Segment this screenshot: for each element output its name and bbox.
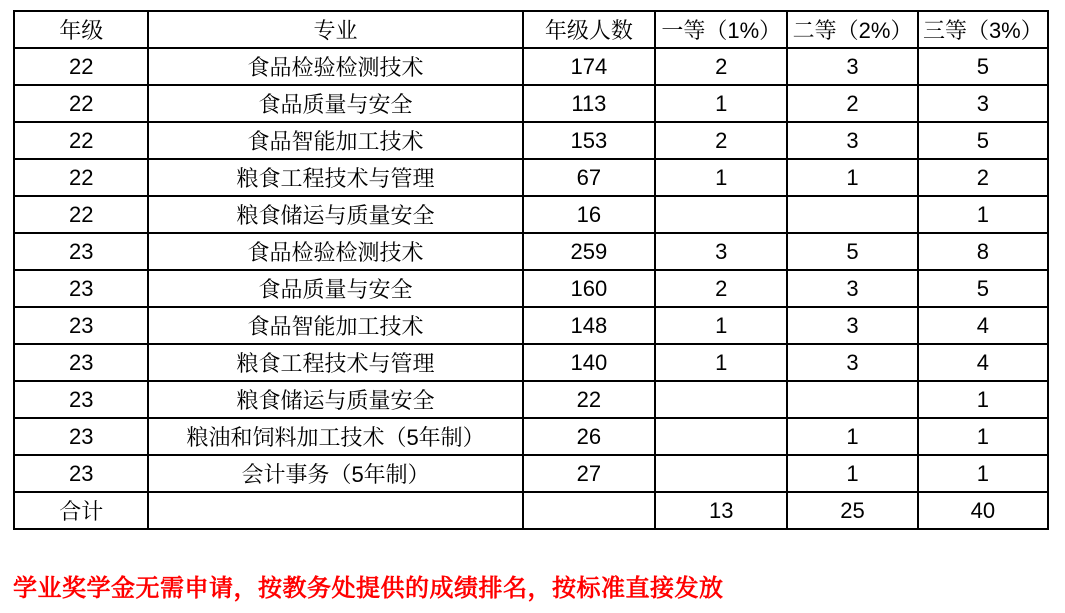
cell-grade: 22	[14, 85, 148, 122]
page	[0, 10, 1065, 613]
cell-grade: 22	[14, 48, 148, 85]
cell-second: 2	[787, 85, 917, 122]
table-row	[14, 122, 1048, 159]
col-header-grade: 年级	[14, 11, 148, 48]
cell-third: 8	[918, 233, 1048, 270]
cell-size: 153	[523, 122, 655, 159]
cell-first: 1	[655, 344, 787, 381]
cell-grade: 22	[14, 122, 148, 159]
total-major-cell	[148, 492, 522, 529]
col-header-first-tier: 一等（1%）	[655, 11, 787, 48]
cell-size: 259	[523, 233, 655, 270]
cell-third: 1	[918, 418, 1048, 455]
header-row	[14, 11, 1048, 48]
total-label: 合计	[14, 492, 148, 529]
cell-size: 174	[523, 48, 655, 85]
cell-grade: 23	[14, 344, 148, 381]
cell-grade: 22	[14, 196, 148, 233]
cell-major: 食品质量与安全	[148, 270, 522, 307]
table-row	[14, 85, 1048, 122]
cell-third: 3	[918, 85, 1048, 122]
col-header-class-size: 年级人数	[523, 11, 655, 48]
table-row	[14, 455, 1048, 492]
table-body	[14, 48, 1048, 492]
cell-third: 5	[918, 270, 1048, 307]
cell-third: 4	[918, 307, 1048, 344]
cell-size: 113	[523, 85, 655, 122]
cell-first	[655, 196, 787, 233]
cell-third: 1	[918, 381, 1048, 418]
cell-major: 粮食储运与质量安全	[148, 196, 522, 233]
cell-third: 1	[918, 455, 1048, 492]
cell-grade: 23	[14, 233, 148, 270]
cell-size: 140	[523, 344, 655, 381]
footnote: 学业奖学金无需申请，按教务处提供的成绩排名，按标准直接发放	[13, 575, 724, 602]
cell-first: 2	[655, 122, 787, 159]
cell-first: 1	[655, 159, 787, 196]
table-row	[14, 196, 1048, 233]
cell-third: 5	[918, 122, 1048, 159]
cell-major: 食品检验检测技术	[148, 48, 522, 85]
total-size-cell	[523, 492, 655, 529]
table-row	[14, 418, 1048, 455]
cell-second: 3	[787, 48, 917, 85]
cell-third: 5	[918, 48, 1048, 85]
cell-third: 4	[918, 344, 1048, 381]
cell-second: 1	[787, 159, 917, 196]
table-row	[14, 381, 1048, 418]
total-third-tier: 40	[918, 492, 1048, 529]
cell-second	[787, 381, 917, 418]
table-row	[14, 307, 1048, 344]
cell-grade: 23	[14, 270, 148, 307]
cell-major: 粮油和饲料加工技术（5年制）	[148, 418, 522, 455]
col-header-second-tier: 二等（2%）	[787, 11, 917, 48]
cell-major: 会计事务（5年制）	[148, 455, 522, 492]
cell-second: 1	[787, 455, 917, 492]
col-header-third-tier: 三等（3%）	[918, 11, 1048, 48]
cell-second: 3	[787, 307, 917, 344]
cell-first: 2	[655, 270, 787, 307]
cell-grade: 23	[14, 307, 148, 344]
table-row	[14, 344, 1048, 381]
cell-grade: 23	[14, 381, 148, 418]
total-row	[14, 492, 1048, 529]
col-header-major: 专业	[148, 11, 522, 48]
table-row	[14, 159, 1048, 196]
cell-grade: 22	[14, 159, 148, 196]
cell-major: 食品检验检测技术	[148, 233, 522, 270]
table-row	[14, 233, 1048, 270]
cell-major: 粮食储运与质量安全	[148, 381, 522, 418]
cell-second	[787, 196, 917, 233]
cell-third: 1	[918, 196, 1048, 233]
total-first-tier: 13	[655, 492, 787, 529]
cell-first: 1	[655, 85, 787, 122]
cell-second: 5	[787, 233, 917, 270]
cell-first: 3	[655, 233, 787, 270]
cell-size: 27	[523, 455, 655, 492]
table-row	[14, 48, 1048, 85]
cell-first: 2	[655, 48, 787, 85]
cell-first	[655, 381, 787, 418]
cell-major: 粮食工程技术与管理	[148, 159, 522, 196]
cell-first	[655, 418, 787, 455]
cell-major: 食品智能加工技术	[148, 307, 522, 344]
cell-second: 3	[787, 270, 917, 307]
scholarship-quota-table	[13, 10, 1049, 530]
cell-major: 食品智能加工技术	[148, 122, 522, 159]
cell-second: 3	[787, 344, 917, 381]
cell-size: 148	[523, 307, 655, 344]
cell-major: 粮食工程技术与管理	[148, 344, 522, 381]
cell-size: 67	[523, 159, 655, 196]
cell-second: 1	[787, 418, 917, 455]
cell-first	[655, 455, 787, 492]
cell-size: 160	[523, 270, 655, 307]
cell-first: 1	[655, 307, 787, 344]
cell-size: 16	[523, 196, 655, 233]
cell-third: 2	[918, 159, 1048, 196]
cell-size: 22	[523, 381, 655, 418]
cell-grade: 23	[14, 418, 148, 455]
cell-second: 3	[787, 122, 917, 159]
cell-major: 食品质量与安全	[148, 85, 522, 122]
cell-grade: 23	[14, 455, 148, 492]
cell-size: 26	[523, 418, 655, 455]
table-row	[14, 270, 1048, 307]
total-second-tier: 25	[787, 492, 917, 529]
